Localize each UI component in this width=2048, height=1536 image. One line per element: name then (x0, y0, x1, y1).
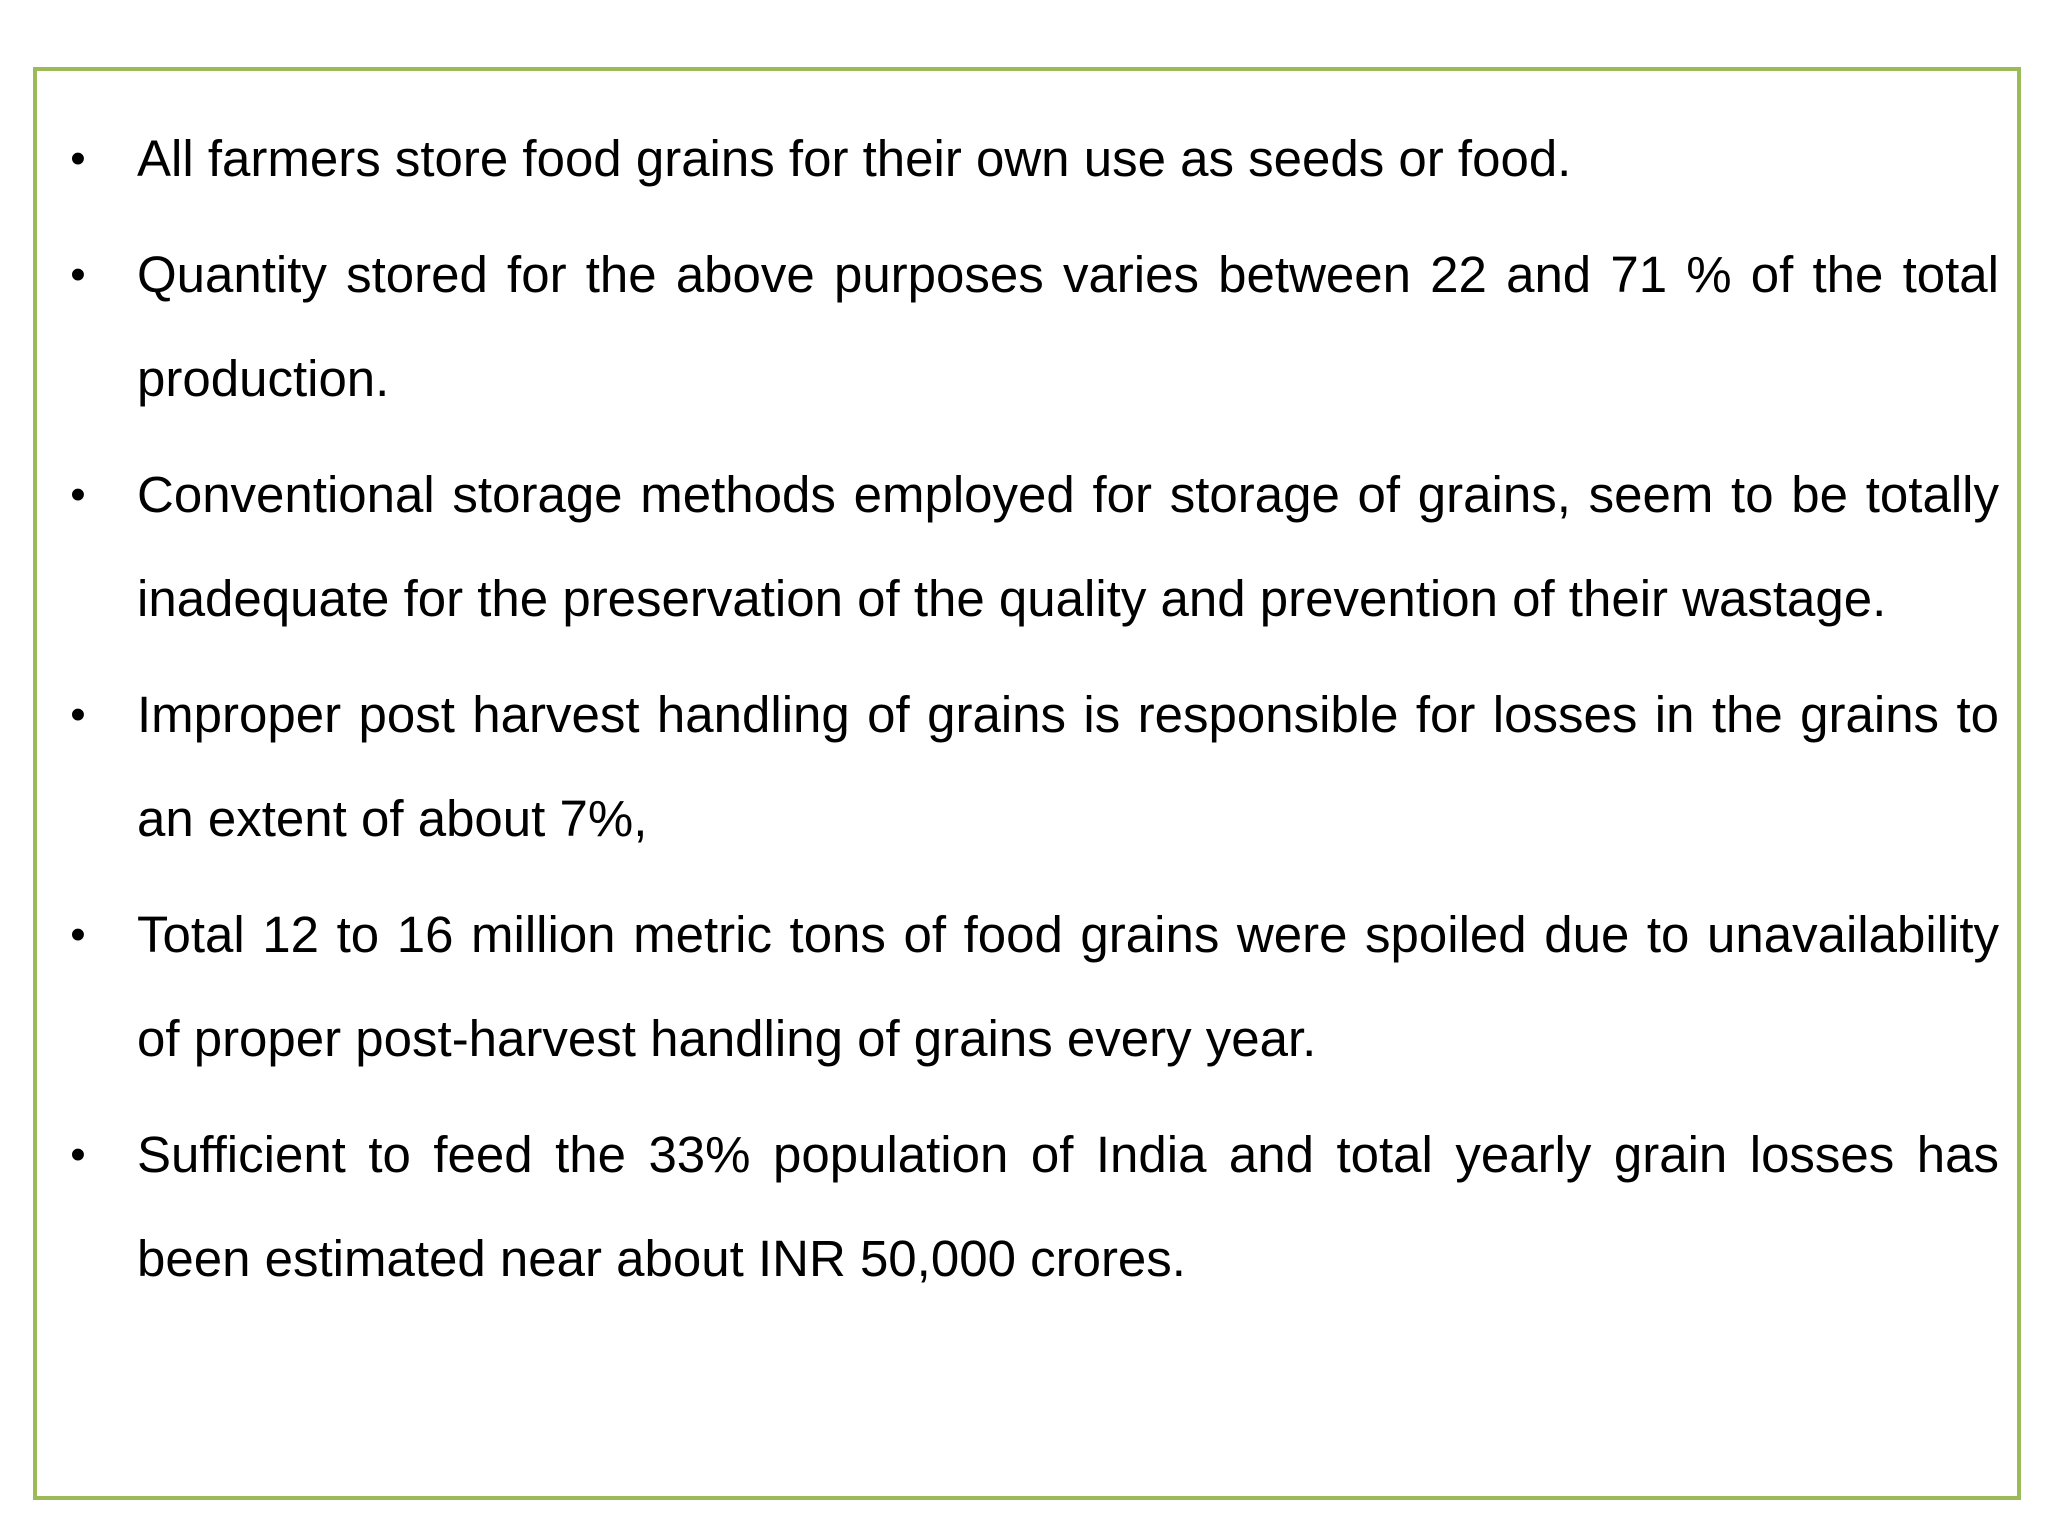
slide-frame (33, 67, 2021, 1500)
bullet-list (37, 107, 2017, 1323)
bullet-item (37, 883, 2017, 1091)
bullet-text: Conventional storage methods employed for storage of grains, seem to be totally inadequate for the preservation of the quality and prevention of their wastage. (137, 466, 1999, 627)
bullet-dot-icon: • (70, 470, 86, 519)
bullet-text: Quantity stored for the above purposes varies between 22 and 71 % of the total production. (137, 246, 1999, 407)
bullet-dot-icon: • (70, 1130, 86, 1179)
bullet-item (37, 223, 2017, 431)
bullet-text: Total 12 to 16 million metric tons of food grains were spoiled due to unavailability of proper post-harvest handling of grains every year. (137, 906, 1999, 1067)
bullet-dot-icon: • (70, 134, 86, 183)
bullet-text: All farmers store food grains for their own use as seeds or food. (137, 130, 1572, 187)
bullet-item (37, 663, 2017, 871)
bullet-dot-icon: • (70, 910, 86, 959)
bullet-dot-icon: • (70, 250, 86, 299)
bullet-dot-icon: • (70, 690, 86, 739)
bullet-item (37, 443, 2017, 651)
bullet-item (37, 1103, 2017, 1311)
bullet-text: Improper post harvest handling of grains is responsible for losses in the grains to an extent of about 7%, (137, 686, 1999, 847)
bullet-text: Sufficient to feed the 33% population of India and total yearly grain losses has been estimated near about INR 50,000 crores. (137, 1126, 1999, 1287)
bullet-item (37, 107, 2017, 211)
